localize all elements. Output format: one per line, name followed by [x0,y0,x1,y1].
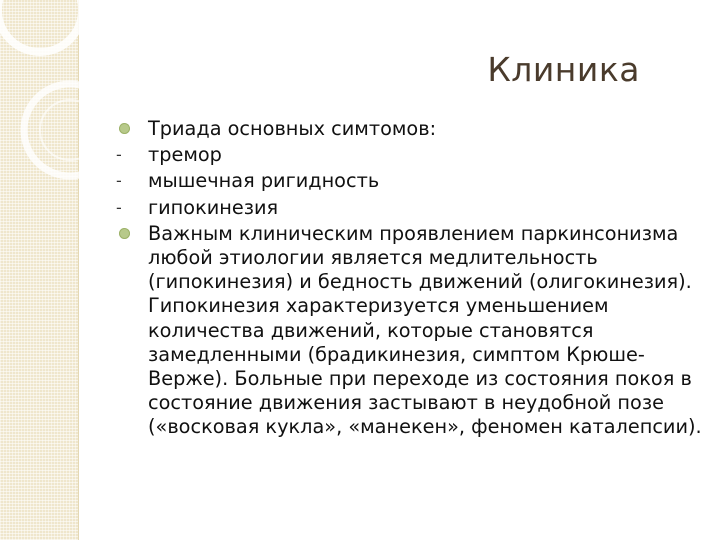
list-item [116,222,706,440]
list-item-text: Триада основных симтомов: [148,117,437,140]
slide-title: Клиника [487,50,640,89]
list-item-text: гипокинезия [148,195,279,219]
list-item [116,143,706,167]
list-item [116,169,706,193]
list-item [116,196,706,220]
round-bullet-icon [119,228,130,239]
dash-bullet: - [116,171,122,191]
decorative-circles-graphic [0,0,130,230]
dash-bullet: - [116,197,122,217]
round-bullet-icon [119,123,130,134]
list-item-text: тремор [148,143,222,167]
list-item [116,117,706,141]
list-item-text: Важным клиническим проявлением паркинсонизма любой этиологии является медлительность (гипокинезия) и бедность движений (олигокинезия). Гипокинезия характеризуется уменьшением количества движений, которые становятся замедленными (брадикинезия, симптом Крюше-Верже). Больные при переходе из состояния покоя в состояние движения застывают в неудобной позе («восковая кукла», «манекен», феномен каталепсии). [148,221,702,439]
content-list [116,117,706,442]
dash-bullet: - [116,145,122,165]
list-item-text: мышечная ригидность [148,169,380,193]
